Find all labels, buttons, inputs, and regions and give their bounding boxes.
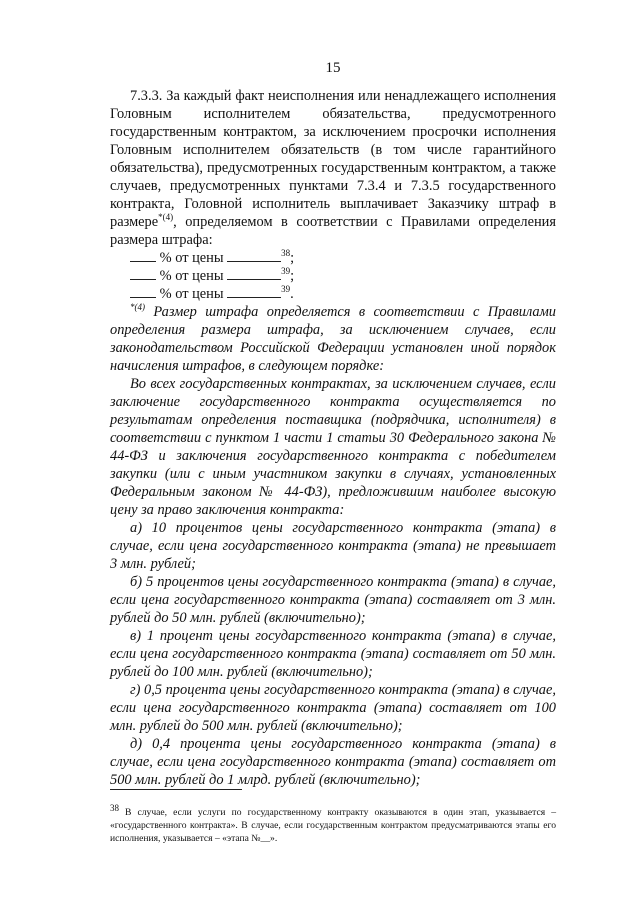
penalty-line-3 — [110, 285, 556, 303]
intro-paragraph: Во всех государственных контрактах, за исключением случаев, если заключение государственного контракта осуществляется по результатам определения поставщика (подрядчика, исполнителя) в соответствии с пунктом 1 части 1 статьи 30 Федерального закона № 44-ФЗ и заключения государственного контракта с победителем закупки (или с иным участником закупки в случаях, установленных Федеральным законом № 44-ФЗ), предложившим наиболее высокую цену за право заключения контракта: — [110, 376, 556, 518]
line-end: ; — [290, 250, 295, 266]
line-text: % от цены — [159, 286, 224, 302]
line-end: . — [290, 286, 294, 302]
note-marker: *(4) — [130, 302, 145, 313]
footnote-number: 38 — [110, 802, 119, 813]
line-end: ; — [290, 268, 295, 284]
list-item-a: а) 10 процентов цены государственного контракта (этапа) в случае, если цена государственного контракта (этапа) не превышает 3 млн. рублей; — [110, 520, 556, 572]
list-item-b: б) 5 процентов цены государственного контракта (этапа) в случае, если цена государственного контракта (этапа) составляет от 3 млн. рублей до 50 млн. рублей (включительно); — [110, 574, 556, 626]
page-number: 15 — [325, 60, 341, 76]
footnote-ref: 39 — [281, 266, 291, 277]
list-item-v: в) 1 процент цены государственного контракта (этапа) в случае, если цена государственного контракта (этапа) составляет от 50 млн. рублей до 100 млн. рублей (включительно); — [110, 628, 556, 680]
footnote-text: В случае, если услуги по государственному контракту оказываются в один этап, указывается – «государственного контракта». В случае, если государственным контрактом предусматриваются этапы его исполнения, указывается – «этапа №__». — [110, 806, 556, 844]
clause-marker: *(4) — [158, 212, 174, 223]
penalty-note — [110, 303, 556, 375]
price-blank — [227, 249, 281, 262]
footnote-ref: 39 — [281, 284, 291, 295]
clause-tail: , определяемом в соответствии с Правилами определения размера штрафа: — [110, 214, 556, 248]
note-text: Размер штрафа определяется в соответствии с Правилами определения размера штрафа, за исключением случаев, если законодательством Российской Федерации установлен иной порядок начисления штрафов, в следующем порядке: — [110, 304, 556, 374]
footnote-38 — [110, 802, 556, 845]
footnote-ref: 38 — [281, 248, 291, 259]
footnote-divider — [110, 789, 242, 790]
penalty-line-2 — [110, 267, 556, 285]
clause-7-3-3 — [110, 87, 556, 249]
penalty-line-1 — [110, 249, 556, 267]
price-blank — [227, 285, 281, 298]
percent-blank — [130, 285, 156, 298]
clause-text: 7.3.3. За каждый факт неисполнения или ненадлежащего исполнения Головным исполнителем обязательства, предусмотренного государственным контрактом, за исключением просрочки исполнения Головным исполнителем обязательств (в том числе гарантийного обязательства), предусмотренных государственным контрактом, а также случаев, предусмотренных пунктами 7.3.4 и 7.3.5 государственного контракта, Головной исполнитель выплачивает Заказчику штраф в размере — [110, 88, 556, 230]
list-item-d: д) 0,4 процента цены государственного контракта (этапа) в случае, если цена государственного контракта (этапа) составляет от 500 млн. рублей до 1 млрд. рублей (включительно); — [110, 736, 556, 788]
percent-blank — [130, 249, 156, 262]
price-blank — [227, 267, 281, 280]
line-text: % от цены — [159, 250, 224, 266]
list-item-g: г) 0,5 процента цены государственного контракта (этапа) в случае, если цена государственного контракта (этапа) составляет от 100 млн. рублей до 500 млн. рублей (включительно); — [110, 682, 556, 734]
line-text: % от цены — [159, 268, 224, 284]
percent-blank — [130, 267, 156, 280]
